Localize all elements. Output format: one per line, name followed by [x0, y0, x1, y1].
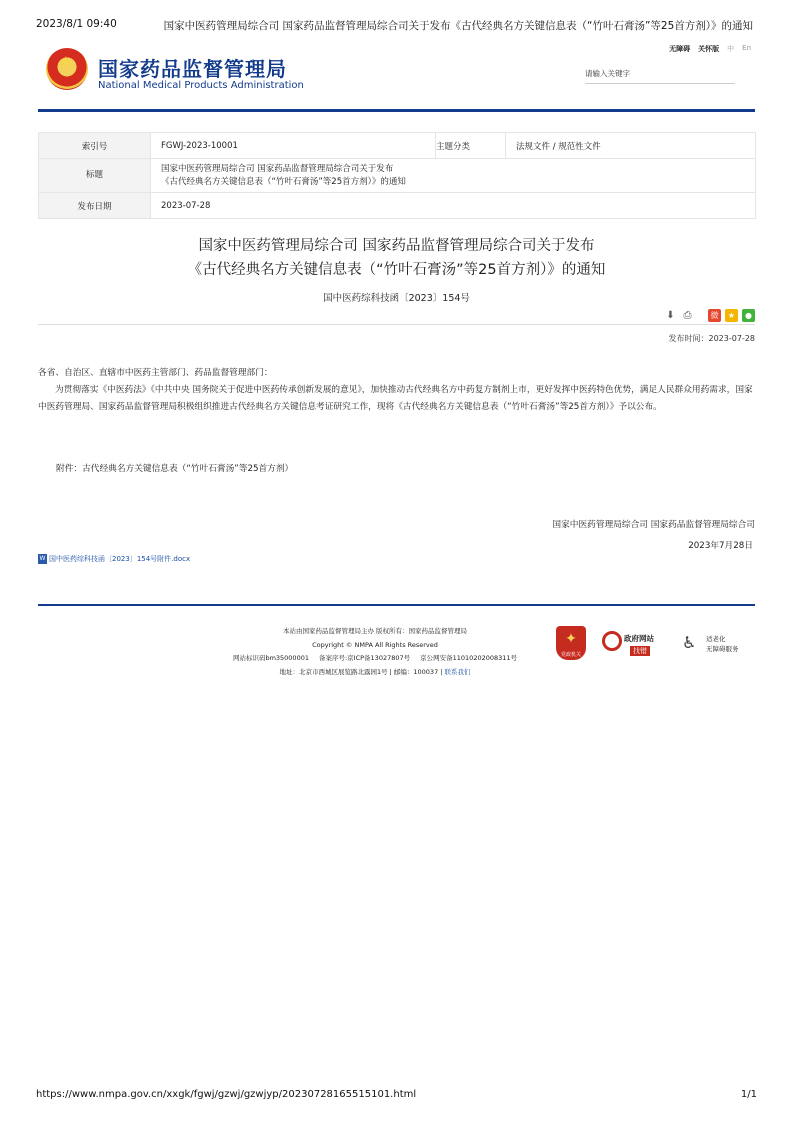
- title-label: 标题: [39, 159, 151, 193]
- article-body: [38, 365, 756, 416]
- print-url: https://www.nmpa.gov.cn/xxgk/fgwj/gzwj/gzwjyp/20230728165515101.html: [36, 1089, 417, 1100]
- print-header: [36, 18, 753, 33]
- print-icon[interactable]: ⎙: [683, 310, 692, 321]
- print-page-title: 国家中医药管理局综合司 国家药品监督管理局综合司关于发布《古代经典名方关键信息表（“竹叶石膏汤”等25首方剂）》的通知: [163, 20, 753, 32]
- gov-badge-sub: 找错: [630, 646, 650, 656]
- article-title-line1: 国家中医药管理局综合司 国家药品监督管理局综合司关于发布: [198, 238, 595, 254]
- footer-info: [200, 625, 550, 679]
- lang-en-link[interactable]: En: [742, 44, 751, 52]
- article-title-line2: 《古代经典名方关键信息表（“竹叶石膏汤”等25首方剂）》的通知: [187, 262, 606, 278]
- accessibility-badge[interactable]: [682, 633, 752, 657]
- accessible-link[interactable]: 无障碍: [669, 45, 691, 53]
- body-paragraph: 为贯彻落实《中医药法》《中共中央 国务院关于促进中医药传承创新发展的意见》，加快推动古代经典名方中药复方制剂上市，更好发挥中医药特色优势，满足人民群众用药需求，国家中医药管理局、国家药品监督管理局积极组织推进古代经典名方关键信息考证研究工作，现将《古代经典名方关键信息表（“竹叶石膏汤”等25首方剂）》予以公布。: [38, 385, 753, 412]
- header-divider: [38, 109, 755, 112]
- party-gov-badge[interactable]: [556, 626, 586, 660]
- footer-registration: [200, 652, 550, 666]
- qzone-share-icon[interactable]: ★: [725, 309, 738, 322]
- attachment-note: 附件：古代经典名方关键信息表（“竹叶石膏汤”等25首方剂）: [56, 464, 294, 474]
- gov-badge-label: 政府网站: [624, 634, 654, 643]
- acc-badge-sub: 无障碍服务: [706, 645, 739, 653]
- site-header: [38, 44, 755, 110]
- emblem-icon: ✦: [565, 631, 577, 647]
- icp-number[interactable]: 备案序号:京ICP备13027807号: [318, 654, 411, 662]
- category-value: 法规文件 / 规范性文件: [506, 133, 756, 159]
- metadata-table: [38, 132, 756, 219]
- table-row: [39, 193, 756, 219]
- footer-address: [200, 666, 550, 680]
- signature-date: 2023年7月28日: [688, 541, 753, 551]
- print-footer: [36, 1089, 757, 1100]
- party-badge-label: 党政机关: [560, 652, 581, 658]
- national-emblem-icon[interactable]: ★: [46, 48, 88, 90]
- table-row: [39, 159, 756, 193]
- article-title: [0, 234, 793, 282]
- site-name-cn[interactable]: 国家药品监督管理局: [98, 57, 287, 81]
- address-text: 地址：北京市西城区展览路北露园1号 | 邮编：100037 |: [279, 667, 443, 676]
- magnifier-icon: [602, 631, 622, 651]
- police-number[interactable]: 京公网安备11010202008311号: [420, 654, 518, 662]
- site-name-en[interactable]: National Medical Products Administration: [98, 80, 304, 91]
- doc-number: 国中医药综科技函〔2023〕154号: [323, 293, 470, 304]
- elderly-mode-link[interactable]: 关怀版: [698, 45, 720, 53]
- attachment-filename[interactable]: 国中医药综科技函〔2023〕154号附件.docx: [49, 555, 191, 563]
- title-value: [151, 159, 756, 193]
- footer-divider: [38, 604, 755, 606]
- publish-time: 发布时间：2023-07-28: [668, 334, 755, 343]
- print-datetime: 2023/8/1 09:40: [36, 18, 117, 30]
- contact-link[interactable]: 联系我们: [444, 667, 471, 676]
- divider: [38, 324, 755, 325]
- signature-org: 国家中医药管理局综合司 国家药品监督管理局综合司: [552, 520, 755, 530]
- index-label: 索引号: [39, 133, 151, 159]
- acc-badge-label: 适老化: [706, 635, 726, 643]
- gov-site-error-badge[interactable]: [602, 630, 662, 658]
- date-label: 发布日期: [39, 193, 151, 219]
- wechat-share-icon[interactable]: ●: [742, 309, 755, 322]
- category-label: 主题分类: [436, 133, 506, 159]
- date-value: 2023-07-28: [151, 193, 756, 219]
- footer-host: 本站由国家药品监督管理局主办 版权所有：国家药品监督管理局: [282, 627, 468, 635]
- salutation: 各省、自治区、直辖市中医药主管部门、药品监督管理部门：: [38, 368, 273, 378]
- attachment-link[interactable]: [38, 554, 190, 564]
- top-links: [669, 44, 751, 54]
- footer-copyright: Copyright © NMPA All Rights Reserved: [312, 640, 438, 649]
- title-value-line2: 《古代经典名方关键信息表（“竹叶石膏汤”等25首方剂）》的通知: [161, 176, 406, 187]
- article-tools: [664, 309, 755, 322]
- table-row: [39, 133, 756, 159]
- index-value: FGWJ-2023-10001: [151, 133, 436, 159]
- site-id: 网站标识码bm35000001: [232, 654, 309, 662]
- search-input[interactable]: 请输入关键字: [585, 64, 735, 84]
- word-doc-icon: W: [39, 555, 46, 562]
- download-icon[interactable]: ⬇: [666, 310, 675, 321]
- weibo-share-icon[interactable]: 微: [708, 309, 721, 322]
- lang-cn-link[interactable]: 中: [727, 45, 735, 53]
- title-value-line1: 国家中医药管理局综合司 国家药品监督管理局综合司关于发布: [161, 163, 394, 174]
- wheelchair-icon: ♿: [682, 633, 697, 652]
- print-page-number: 1/1: [740, 1089, 757, 1100]
